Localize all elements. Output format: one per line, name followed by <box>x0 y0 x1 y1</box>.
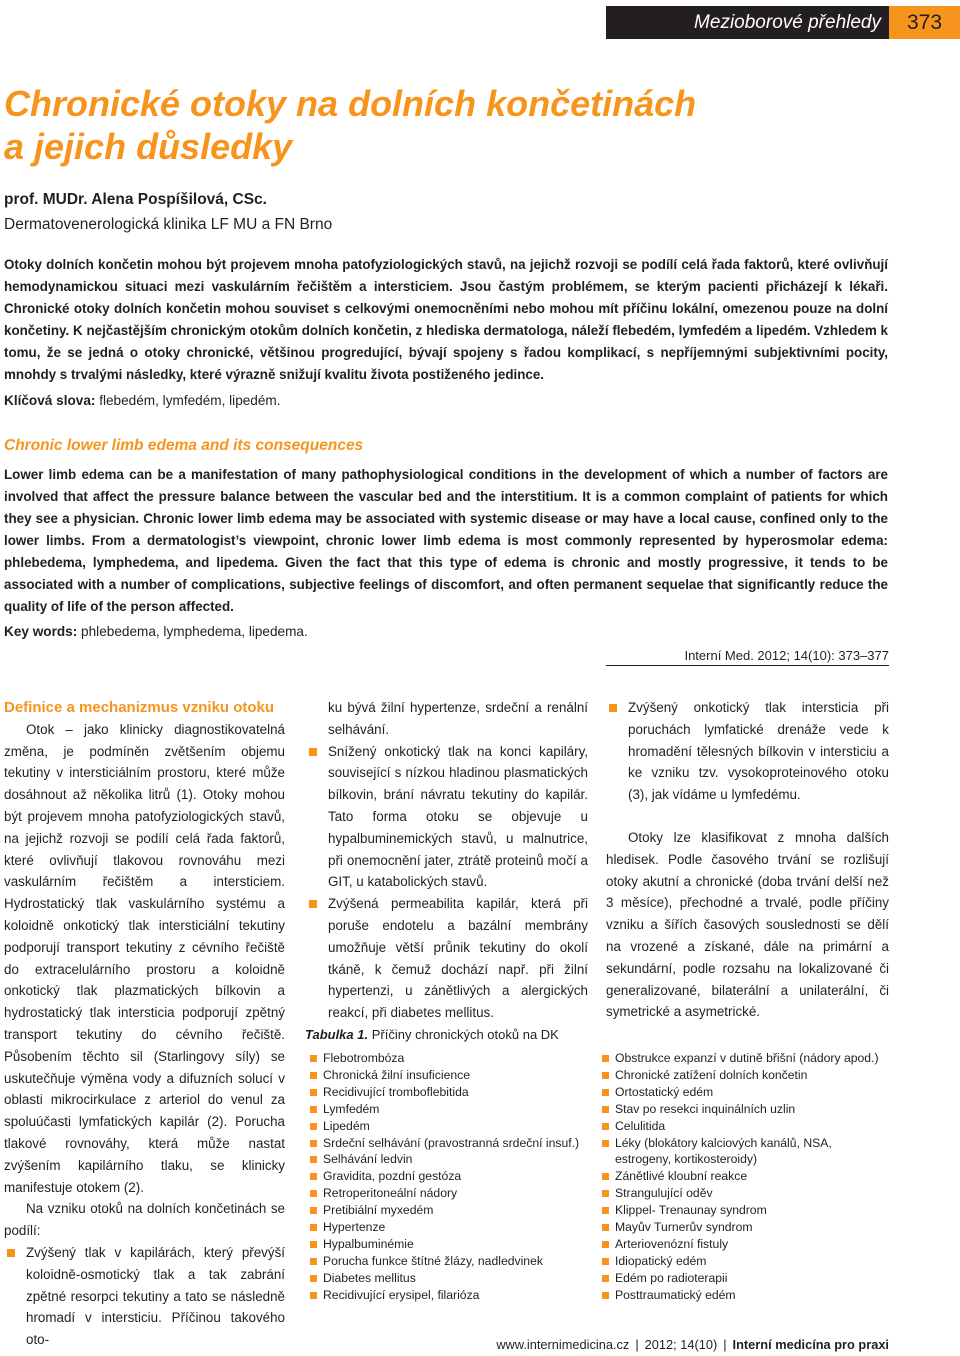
column-1 <box>4 697 285 1351</box>
section-heading: Definice a mechanizmus vzniku otoku <box>4 699 275 716</box>
mechanism-list <box>4 1242 285 1351</box>
citation: Interní Med. 2012; 14(10): 373–377 <box>606 648 889 666</box>
table-item: Zánětlivé kloubní reakce <box>601 1168 889 1185</box>
table-item: Obstrukce expanzí v dutině břišní (nádory apod.) <box>601 1050 889 1067</box>
table-item: Arteriovenózní fistuly <box>601 1236 889 1253</box>
list-item-continued-text: ku bývá žilní hypertenze, srdeční a renální selhávání. <box>328 700 588 737</box>
table-item: Diabetes mellitus <box>309 1270 592 1287</box>
title-line-1: Chronické otoky na dolních končetinách <box>4 83 697 124</box>
english-title: Chronic lower limb edema and its consequences <box>4 437 364 454</box>
keywords-cz-values: flebedém, lymfedém, lipedém. <box>95 393 281 408</box>
table-item: Posttraumatický edém <box>601 1287 889 1304</box>
footer-separator: | <box>635 1337 639 1352</box>
table-item: Flebotrombóza <box>309 1050 592 1067</box>
table-item: Mayův Turnerův syndrom <box>601 1219 889 1236</box>
list-item: Zvýšená permeabilita kapilár, která při poruše endotelu a bazální membrány umožňuje větší průnik tekutiny do okolí tkáně, k čemuž dochází např. při žilní hypertenzi, u zánětlivých a alergických reakcí, při diabetes mellitus. <box>306 893 588 1024</box>
keywords-cz <box>4 393 281 408</box>
table-causes-left <box>309 1050 592 1304</box>
table-causes-right <box>601 1050 889 1304</box>
section-header: Mezioborové přehledy <box>606 6 889 39</box>
table-item: Recidivující tromboflebitida <box>309 1084 592 1101</box>
keywords-en-values: phlebedema, lymphedema, lipedema. <box>77 624 308 639</box>
table-item: Selhávání ledvin <box>309 1151 592 1168</box>
table-item: Strangulující oděv <box>601 1185 889 1202</box>
table-item: Edém po radioterapii <box>601 1270 889 1287</box>
table-item: Gravidita, pozdní gestóza <box>309 1168 592 1185</box>
table-caption <box>305 1027 559 1042</box>
title-line-2: a jejich důsledky <box>4 126 293 167</box>
keywords-en-label: Key words: <box>4 624 78 639</box>
mechanism-list-cont <box>306 697 588 1024</box>
mechanism-list-cont-2 <box>606 697 889 806</box>
paragraph-intro-list: Na vzniku otoků na dolních končetinách se podílí: <box>4 1201 285 1239</box>
abstract-cz: Otoky dolních končetin mohou být projevem mnoha patofyziologických stavů, na jejichž rozvoji se podílí celá řada faktorů, které ovlivňují hemodynamickou situaci mezi vaskulárním řečištěm a intersticiem. Jsou častým problémem, se kterým pacienti přicházejí k lékaři. Chronické otoky dolních končetin mohou souviset s celkovými onemocněními nebo mohou mít příčinu lokální, omezenou pouze na dolní končetiny. K nejčastějším chronickým otokům dolních končetin, z hlediska dermatologa, náleží flebedém, lymfedém a lipedém. Vzhledem k tomu, že se jedná o otoky chronické, většinou progredující, bývají spojeny s řadou komplikací, s nepříjemnými subjektivními pocity, mnohdy s trvalými následky, které výrazně snižují kvalitu života postiženého jedince. <box>4 257 888 382</box>
column-2 <box>306 697 588 1024</box>
author: prof. MUDr. Alena Pospíšilová, CSc. <box>4 191 267 208</box>
article-title <box>4 82 904 168</box>
table-item: Klippel- Trenaunay syndrom <box>601 1202 889 1219</box>
table-caption-text: Příčiny chronických otoků na DK <box>368 1027 559 1042</box>
table-item: Pretibiální myxedém <box>309 1202 592 1219</box>
table-item: Hypertenze <box>309 1219 592 1236</box>
paragraph-definition: Otok – jako klinicky diagnostikovatelná změna, je podmíněn zvětšením objemu tekutiny v intersticiálním prostoru, které může dosáhnout až několika litrů (1). Otoky mohou být projevem mnoha patofyziologických stavů, na jejichž rozvoji se podílí celá řada faktorů, které ovlivňují tlakovou rovnováhu mezi vaskulárním řečištěm a intersticiem. Hydrostatický tlak vaskulárního systému a koloidně onkotický tlak intersticiální tekutiny podporují transport tekutiny z cévního řečiště do extracelulárního prostoru a koloidně onkotický tlak plazmatických bílkovin a hydrostatický tlak intersticia podporují zpětný transport tekutiny do cévního řečiště. Působením těchto sil (Starlingovy síly) se uskutečňuje výměna vody a difuzních solucí v oblasti mikrocirkulace z arteriol do venul za spoluúčasti lymfatických kapilár (2). Porucha tlakové rovnováhy, která může nastat zvýšením kapilárního tlaku, se klinicky manifestuje otokem (2). <box>4 721 285 1195</box>
footer-issue: 2012; 14(10) <box>644 1337 718 1352</box>
table-item: Léky (blokátory kalciových kanálů, NSA, estrogeny, kortikosteroidy) <box>601 1135 889 1169</box>
column-3 <box>606 697 889 1023</box>
keywords-en <box>4 624 308 639</box>
list-item: Snížený onkotický tlak na konci kapiláry, související s nízkou hladinou plasmatických bílkovin, brání návratu tekutiny do kapilár. Tato forma otoku se objevuje u hypalbuminemických stavů, u malnutrice, při onemocnění jater, ztrátě proteinů močí a GIT, u katabolických stavů. <box>306 741 588 894</box>
page-footer <box>380 1337 889 1352</box>
table-item: Celulitida <box>601 1118 889 1135</box>
table-item: Retroperitoneální nádory <box>309 1185 592 1202</box>
list-item-continued <box>306 697 588 741</box>
footer-journal: Interní medicína pro praxi <box>732 1337 889 1352</box>
table-label: Tabulka 1. <box>305 1027 369 1042</box>
footer-url[interactable]: www.internimedicina.cz <box>496 1337 630 1352</box>
table-item: Lymfedém <box>309 1101 592 1118</box>
list-item: Zvýšený tlak v kapilárách, který převýší koloidně-osmotický tlak a tak zabrání zpětné resorpci tekutiny a tato se následně hromadí v intersticiu. Příčinou takového oto- <box>4 1242 285 1351</box>
table-item: Chronické zatížení dolních končetin <box>601 1067 889 1084</box>
table-item: Hypalbuminémie <box>309 1236 592 1253</box>
footer-separator: | <box>723 1337 727 1352</box>
table-item: Ortostatický edém <box>601 1084 889 1101</box>
table-item: Idiopatický edém <box>601 1253 889 1270</box>
list-item: Zvýšený onkotický tlak intersticia při poruchách lymfatické drenáže vede k hromadění tělesných bílkovin v intersticiu a ke vzniku tzv. vysokoproteinového otoku (3), jak vídáme u lymfedému. <box>606 697 889 806</box>
table-item: Lipedém <box>309 1118 592 1135</box>
table-item: Stav po resekci inquinálních uzlin <box>601 1101 889 1118</box>
paragraph-classification: Otoky lze klasifikovat z mnoha dalších hledisek. Podle časového trvání se rozlišují otoky akutní a chronické (doba trvání delší než 3 měsíce), přechodné a trvalé, podle příčiny vzniku a šířích časových souslednosti se dělí na vrozené a získané, dále na primární a sekundární, podle rozsahu na lokalizované či generalizované, bilaterální a unilaterální, či symetrické a asymetrické. <box>606 829 889 1020</box>
table-item: Srdeční selhávání (pravostranná srdeční insuf.) <box>309 1135 592 1152</box>
affiliation: Dermatovenerologická klinika LF MU a FN Brno <box>4 216 333 233</box>
page-number: 373 <box>889 6 960 39</box>
table-item: Porucha funkce štítné žlázy, nadledvinek <box>309 1253 592 1270</box>
keywords-cz-label: Klíčová slova: <box>4 393 96 408</box>
table-item: Chronická žilní insuficience <box>309 1067 592 1084</box>
table-item: Recidivující erysipel, filarióza <box>309 1287 592 1304</box>
abstract-en: Lower limb edema can be a manifestation of many pathophysiological conditions in the development of which a number of factors are involved that affect the pressure balance between the vascular bed and the interstitium. It is a common complaint of patients for which they see a physician. Chronic lower limb edema may be associated with systemic disease or may have a local cause, confined only to the lower limbs. From a dermatologist’s viewpoint, chronic lower limb edema is most commonly represented by hyperosmolar edema: phlebedema, lymphedema, and lipedema. Given the fact that this type of edema is chronic and mostly progressive, it tends to be associated with a number of complications, subjective feelings of discomfort, and often permanent sequelae that significantly reduce the quality of life of the person affected. <box>4 467 888 614</box>
